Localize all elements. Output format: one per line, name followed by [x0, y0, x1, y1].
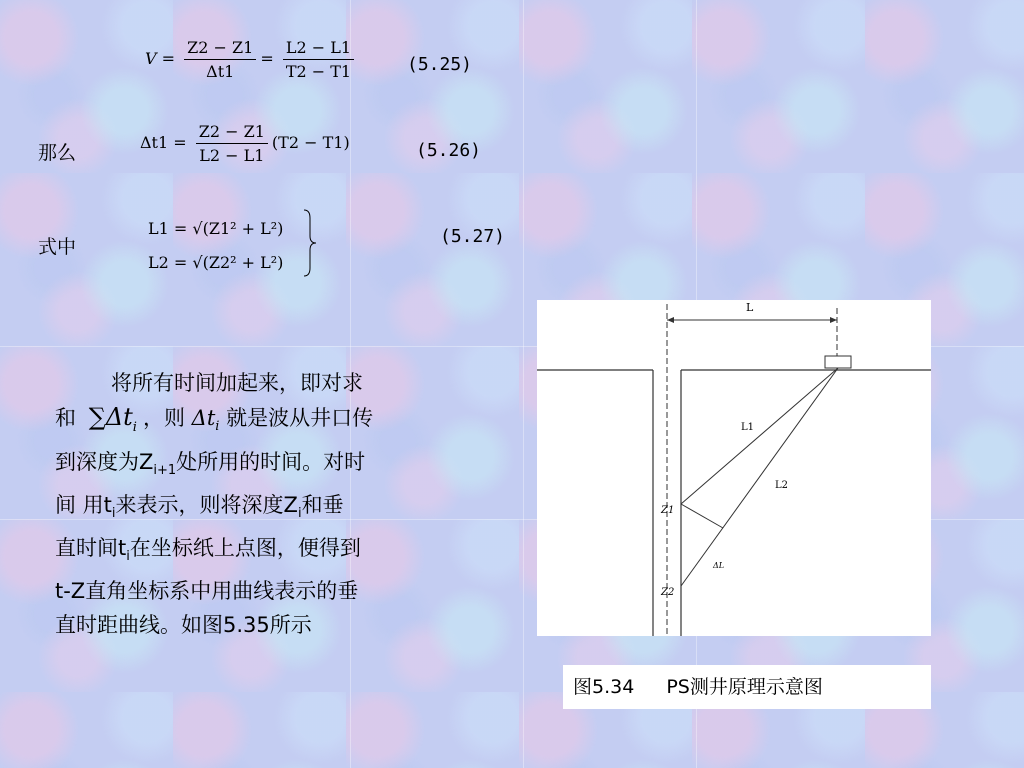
text-line: 将所有时间加起来，即对求: [111, 371, 363, 395]
well-diagram: [537, 300, 931, 636]
fraction-numerator: L2 − L1: [283, 38, 354, 60]
subscript: i+1: [153, 462, 177, 478]
equation-line: L1 = √(Z1² + L²): [148, 219, 284, 238]
caption-title: PS测井原理示意图: [666, 676, 823, 698]
text-span: 间 用t: [55, 492, 112, 517]
fraction-denominator: Δt1: [206, 62, 235, 81]
label-l2: L2: [775, 480, 789, 491]
equation-5-27: [148, 212, 283, 280]
bg-grid-line: [523, 0, 524, 768]
fraction-numerator: Z2 − Z1: [196, 122, 268, 144]
factor: (T2 − T1): [271, 133, 350, 152]
text-span: 来表示，则将深度Z: [115, 492, 298, 517]
fraction: [196, 122, 268, 165]
equation-line: L2 = √(Z2² + L²): [148, 253, 284, 272]
text-line: [55, 445, 485, 488]
text-line: [55, 531, 485, 574]
delta-t-symbol: Δt: [191, 406, 216, 430]
label-z1: Z1: [661, 505, 675, 516]
text-span: ，则: [142, 406, 185, 430]
ray-l2: [681, 368, 838, 586]
subscript: i: [215, 419, 220, 435]
ray-l1: [681, 368, 838, 504]
fraction: [283, 38, 354, 81]
equation-number: (5.25): [407, 54, 473, 75]
equation-label: 那么: [38, 142, 77, 164]
delta-t: [191, 406, 220, 435]
subscript: i: [126, 549, 130, 565]
text-line: [55, 400, 485, 445]
source-box: [825, 356, 851, 368]
text-span: 和垂: [301, 492, 344, 517]
arrow-right-icon: [830, 317, 837, 323]
sum-symbol: [88, 403, 137, 435]
text-span: 处所用的时间。对时: [176, 449, 366, 474]
equation-number: (5.27): [440, 226, 506, 247]
text-line: [55, 488, 485, 531]
label-l: L: [746, 301, 754, 314]
arrow-left-icon: [667, 317, 674, 323]
body-paragraph: [55, 366, 485, 642]
brace-icon: [300, 208, 320, 278]
lhs: Δt1: [140, 133, 169, 152]
fraction-denominator: T2 − T1: [285, 62, 352, 81]
text-span: 和: [55, 406, 76, 430]
subscript: i: [297, 506, 302, 522]
well-diagram-svg: [537, 300, 931, 636]
text-line: t-Z直角坐标系中用曲线表示的垂: [55, 579, 359, 604]
fraction-numerator: Z2 − Z1: [184, 38, 256, 60]
equation-5-25: V = $\frac{Z2 - Z1}{\Delta t1}$ = $\frac{L2 - L1}{T2 - T1}$: [145, 38, 358, 81]
label-delta-l: ΔL: [713, 561, 725, 570]
fraction-denominator: L2 − L1: [199, 146, 265, 165]
text-span: 直时间t: [55, 536, 127, 561]
label-l1: L1: [741, 422, 755, 433]
label-z2: Z2: [661, 587, 675, 598]
figure-caption: [563, 665, 931, 709]
subscript: i: [111, 506, 116, 522]
var-v: V: [145, 49, 157, 68]
text-span: 到深度为Z: [55, 449, 154, 474]
text-span: 就是波从井口传: [226, 406, 374, 430]
text-line: 直时距曲线。如图5.35所示: [55, 613, 312, 638]
equation-label: 式中: [38, 236, 77, 258]
text-span: 在坐标纸上点图，便得到: [129, 536, 361, 561]
fraction: [184, 38, 256, 81]
caption-number: 图5.34: [573, 676, 635, 698]
sum-expression: ∑Δt: [88, 403, 133, 431]
path-difference-line: [681, 504, 723, 528]
subscript: i: [132, 419, 137, 435]
equation-number: (5.26): [416, 140, 482, 161]
equation-5-26: Δt1 = $\frac{Z2 - Z1}{L2 - L1}$ (T2 − T1): [140, 122, 350, 165]
